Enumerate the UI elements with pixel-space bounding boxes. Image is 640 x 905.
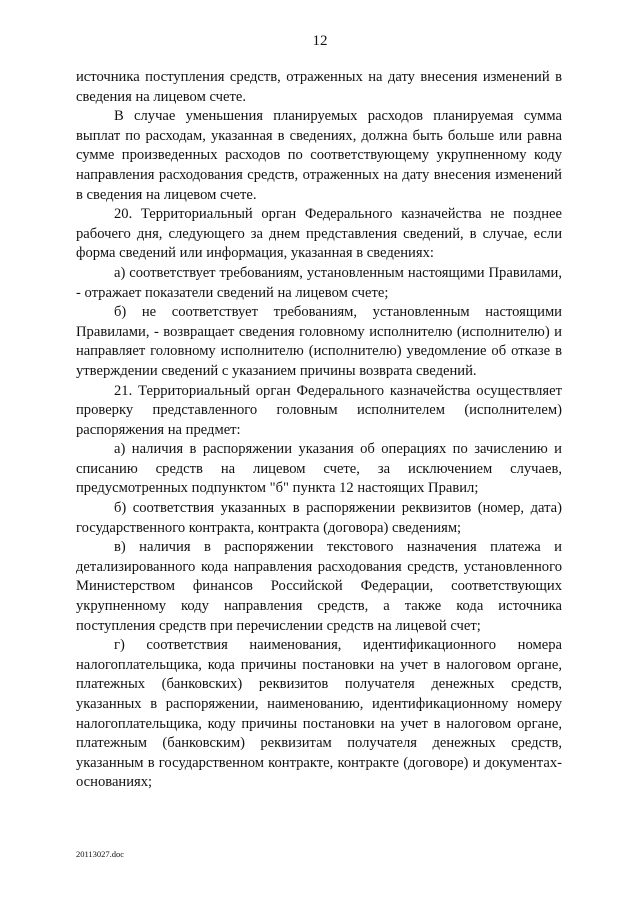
paragraph: 21. Территориальный орган Федерального казначейства осуществляет проверку представленного головным исполнителем (исполнителем) распоряжения на предмет: [76, 382, 562, 438]
paragraph: а) наличия в распоряжении указания об операциях по зачислению и списанию средств на лицевом счете, за исключением случаев, предусмотренных подпунктом "б" пункта 12 настоящих Правил; [76, 441, 562, 497]
paragraph: а) соответствует требованиям, установленным настоящими Правилами, - отражает показатели сведений на лицевом счете; [76, 264, 562, 301]
paragraph: б) соответствия указанных в распоряжении реквизитов (номер, дата) государственного контракта, контракта (договора) сведениям; [76, 500, 562, 536]
page-number: 12 [312, 33, 328, 49]
paragraph: 20. Территориальный орган Федерального казначейства не позднее рабочего дня, следующего за днем представления сведений, в случае, если форма сведений или информация, указанная в сведениях: [76, 206, 562, 262]
paragraph: г) соответствия наименования, идентификационного номера налогоплательщика, кода причины постановки на учет в налоговом органе, платежных (банковских) реквизитов получателя денежных средств, указанных в распоряжении, наименованию, идентификационному номеру налогоплательщика, коду причины постановки на учет в налоговом органе, платежным (банковским) реквизитам получателя денежных средств, указанным в государственном контракте, контракте (договоре) и документах-основаниях; [76, 637, 562, 791]
paragraph: в) наличия в распоряжении текстового назначения платежа и детализированного кода направления расходования средств, установленного Министерством финансов Российской Федерации, соответствующих укрупненному коду направления средств, а также кода источника поступления средств при перечислении средств на лицевой счет; [76, 539, 562, 634]
document-body [76, 68, 562, 793]
paragraph: В случае уменьшения планируемых расходов планируемая сумма выплат по расходам, указанная в сведениях, должна быть больше или равна сумме произведенных расходов по соответствующему укрупненному коду направления расходования средств, отраженных на дату внесения изменений в сведения на лицевом счете. [76, 108, 562, 203]
footer-filename: 20113027.doc [76, 849, 125, 859]
paragraph: источника поступления средств, отраженных на дату внесения изменений в сведения на лицевом счете. [76, 69, 562, 105]
paragraph: б) не соответствует требованиям, установленным настоящими Правилами, - возвращает сведения головному исполнителю (исполнителю) и направляет головному исполнителю (исполнителю) уведомление об отказе в утверждении сведений с указанием причины возврата сведений. [76, 304, 562, 379]
